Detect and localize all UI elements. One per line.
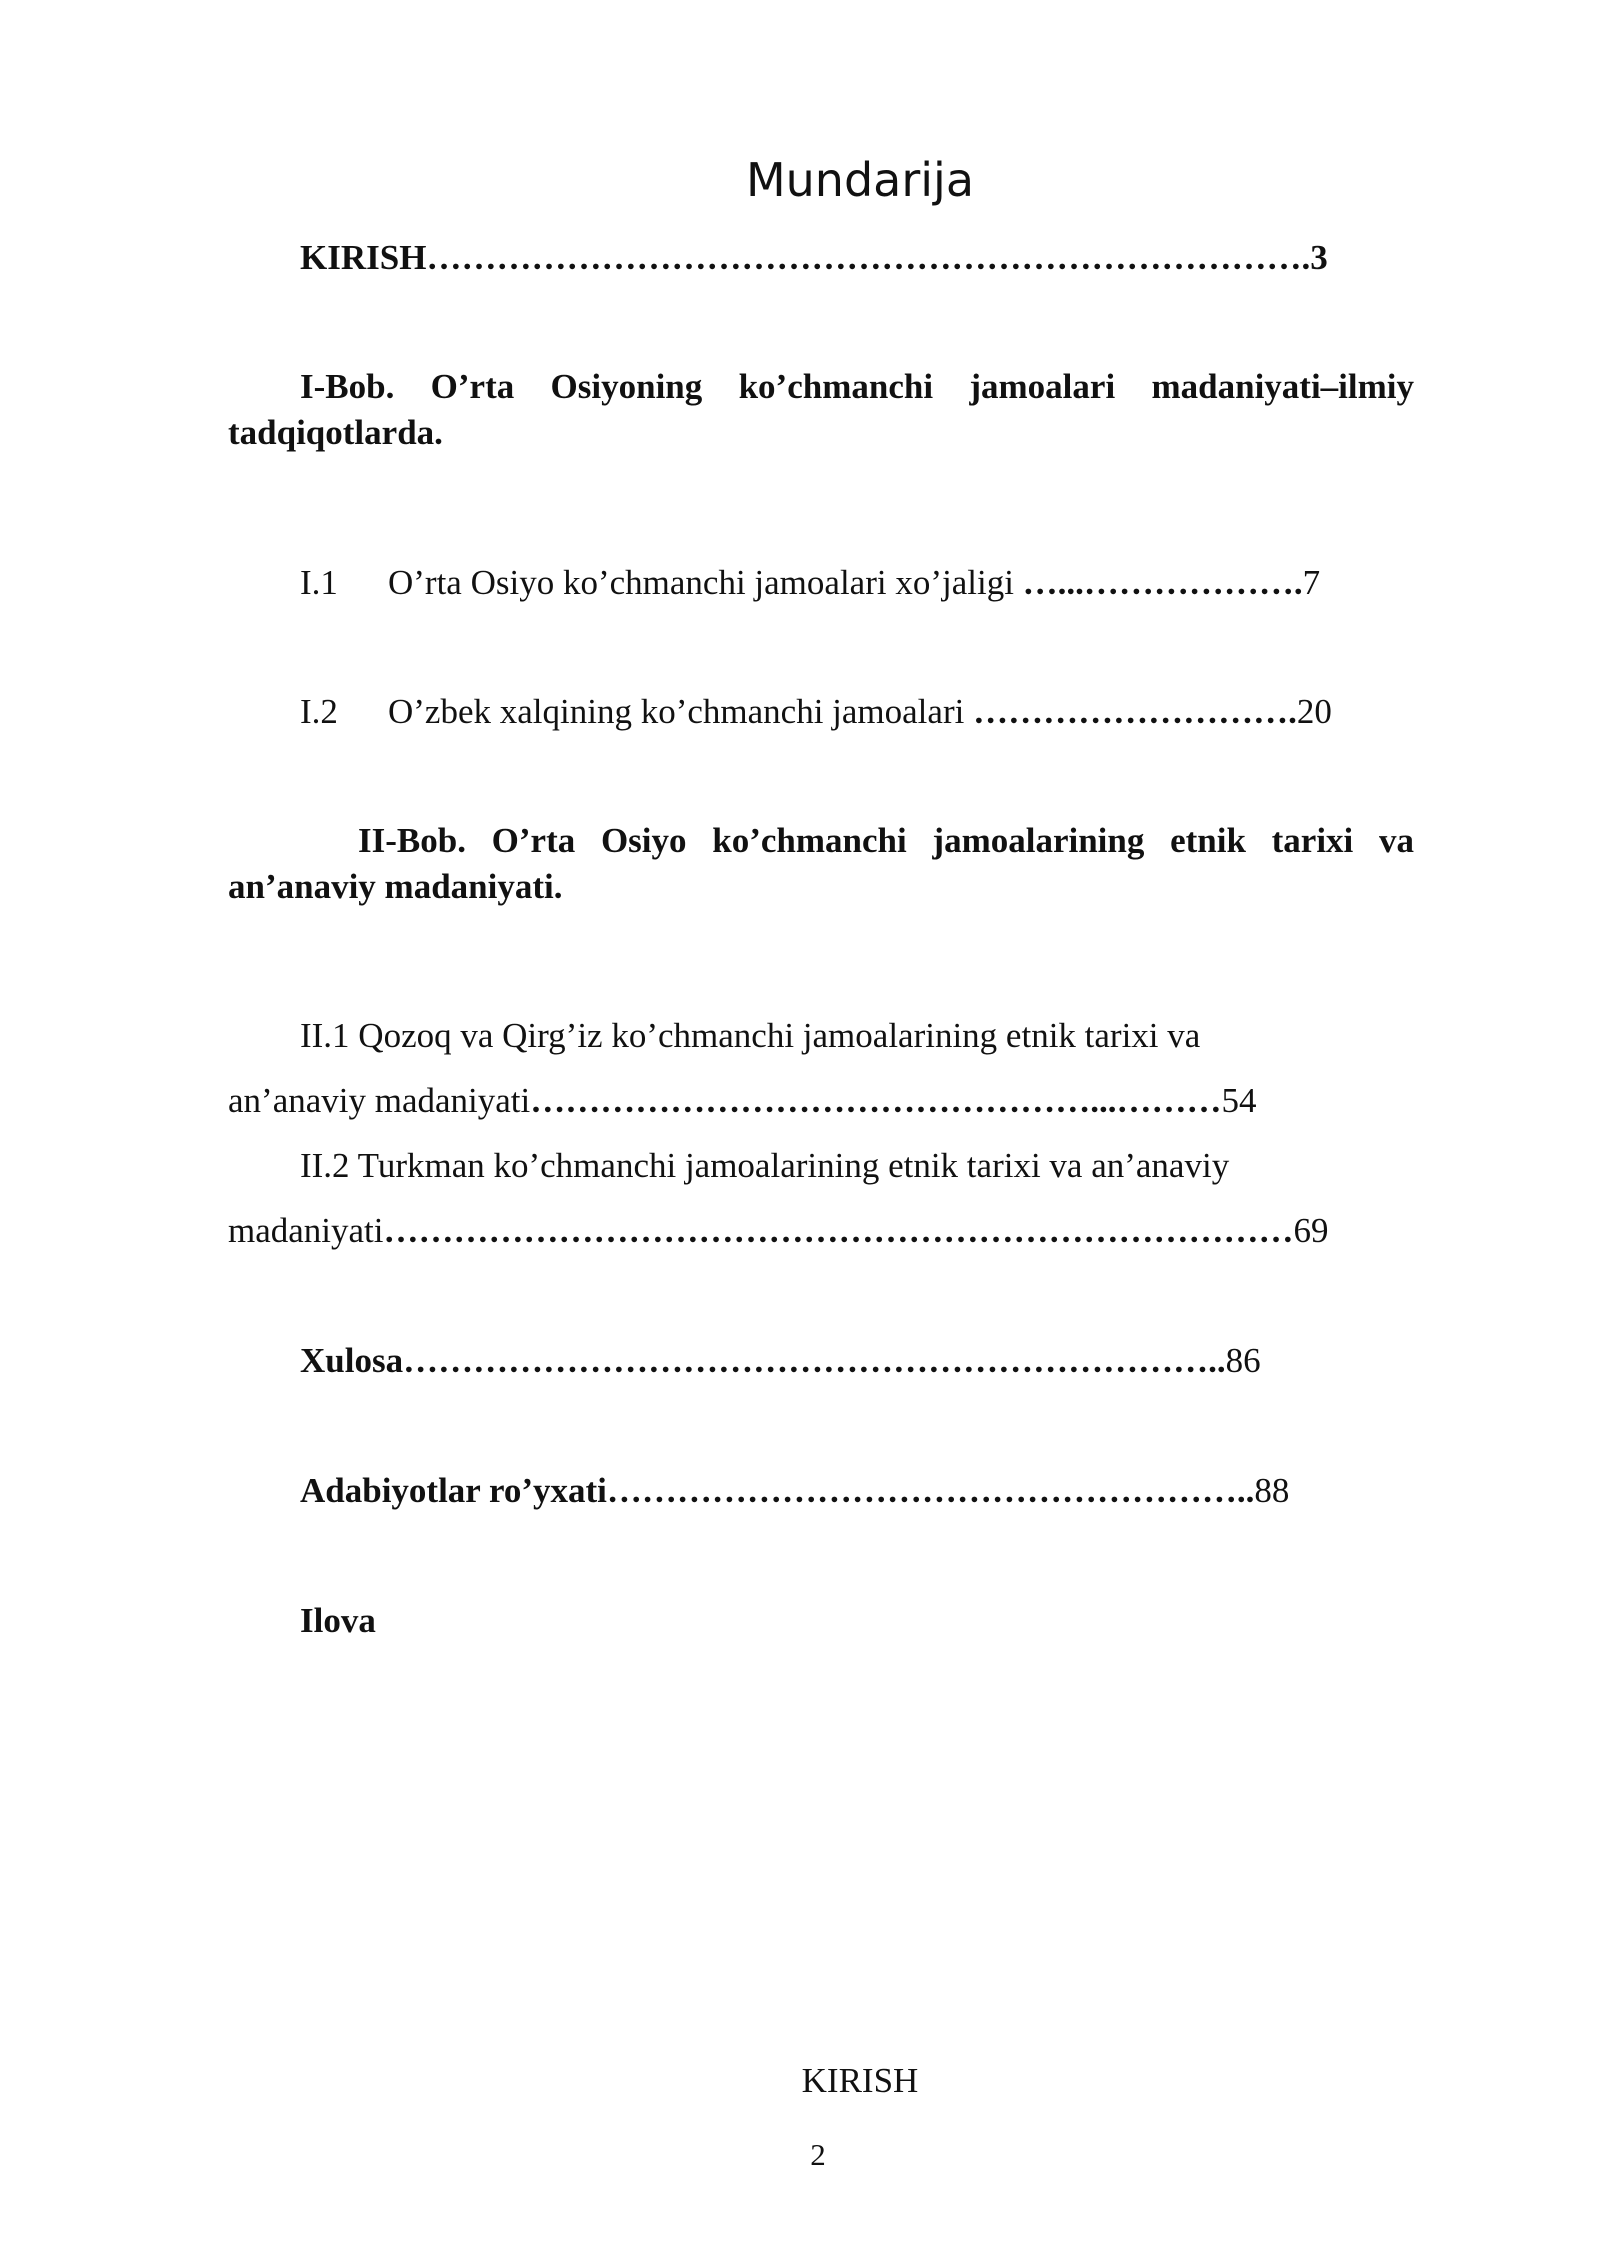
toc-entry-label: O’rta Osiyo ko’chmanchi jamoalari xo’jaligi: [388, 563, 1014, 602]
toc-entry-label: KIRISH: [300, 238, 427, 277]
toc-page-number: 20: [1296, 692, 1332, 731]
toc-entry-label: an’anaviy madaniyati: [228, 1081, 531, 1120]
toc-section-number: I.1: [300, 563, 338, 602]
toc-entry-adabiyotlar: [300, 1468, 1289, 1514]
toc-leader-dots: ………………………………………………..: [606, 1471, 1255, 1510]
toc-entry-section-2-2: [228, 1208, 1329, 1254]
toc-entry-section-1-2: [300, 689, 1332, 735]
toc-entry-ilova: Ilova: [300, 1601, 376, 1640]
toc-section-number: I.2: [300, 692, 338, 731]
toc-entry-label: madaniyati: [228, 1211, 384, 1250]
toc-page-number: 7: [1302, 563, 1321, 602]
toc-entry-section-2-1-line1: II.1 Qozoq va Qirg’iz ko’chmanchi jamoalarining etnik tarixi va: [300, 1016, 1201, 1055]
toc-leader-dots: …………………………………………...………: [530, 1081, 1222, 1120]
toc-entry-label: O’zbek xalqining ko’chmanchi jamoalari: [388, 692, 965, 731]
toc-entry-kirish: [300, 235, 1328, 281]
toc-chapter-1: I-Bob. O’rta Osiyoning ko’chmanchi jamoalari madaniyati–ilmiy tadqiqotlarda.: [228, 367, 1414, 452]
toc-entry-section-1-1: [300, 560, 1320, 606]
toc-entry-label: Xulosa: [300, 1341, 404, 1380]
toc-page-number: 69: [1293, 1211, 1329, 1250]
toc-leader-dots: ……………………………………………………………………: [383, 1211, 1294, 1250]
page-title: Mundarija: [745, 153, 975, 207]
toc-page-number: 88: [1254, 1471, 1290, 1510]
toc-entry-label: Adabiyotlar ro’yxati: [300, 1471, 607, 1510]
toc-leader-dots: ………………………………………………………………….: [426, 238, 1311, 277]
toc-entry-xulosa: [300, 1338, 1261, 1384]
toc-chapter-2: II-Bob. O’rta Osiyo ko’chmanchi jamoalarining etnik tarixi va an’anaviy madaniyati.: [228, 821, 1414, 906]
next-section-heading: KIRISH: [801, 2061, 919, 2100]
toc-page-number: 54: [1221, 1081, 1257, 1120]
page-number: 2: [810, 2137, 826, 2172]
toc-leader-dots: ……………………………………………………………..: [403, 1341, 1226, 1380]
toc-entry-section-2-1: [228, 1078, 1256, 1124]
toc-page-number: 86: [1225, 1341, 1261, 1380]
toc-page-number: 3: [1310, 238, 1328, 277]
toc-leader-dots: …...……………….: [1022, 563, 1303, 602]
toc-entry-section-2-2-line1: II.2 Turkman ko’chmanchi jamoalarining etnik tarixi va an’anaviy: [300, 1146, 1230, 1185]
toc-leader-dots: ……………………….: [973, 692, 1297, 731]
